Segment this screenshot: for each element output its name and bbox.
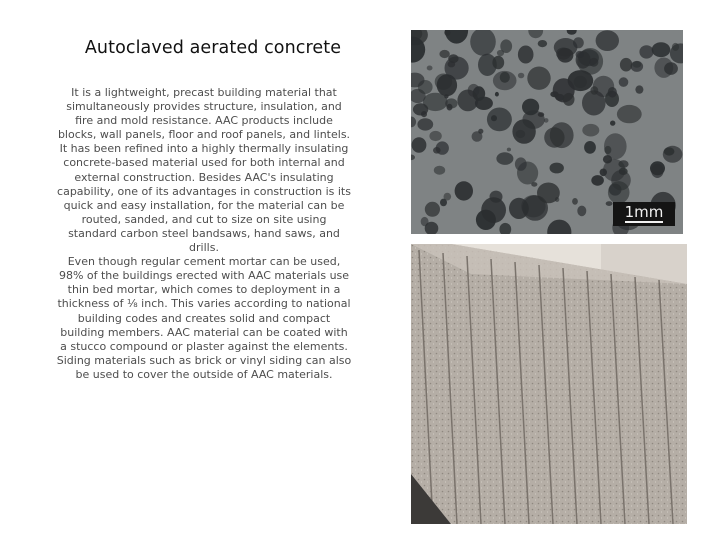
pore	[557, 48, 573, 63]
pore	[606, 201, 613, 206]
pore	[439, 50, 449, 58]
pore	[518, 46, 534, 64]
pore	[425, 202, 440, 217]
pore	[527, 67, 550, 90]
pore	[478, 129, 483, 134]
pore	[651, 164, 663, 178]
pore	[635, 85, 643, 93]
pore	[496, 152, 513, 165]
pore	[544, 118, 549, 123]
scale-bar	[625, 221, 663, 223]
pore	[610, 121, 615, 126]
pore	[537, 183, 560, 204]
pore	[611, 170, 631, 190]
pore	[412, 137, 427, 153]
pore	[445, 98, 457, 108]
pore	[518, 73, 524, 79]
pore	[550, 122, 574, 148]
pore	[584, 141, 596, 154]
pore	[538, 112, 544, 117]
paragraph-intro: It is a lightweight, precast building material that simultaneously provides structure, insulation, and fire and mold resistance. AAC products include blocks, wall panels, floor and roof panels, and lintels.	[57, 86, 351, 142]
pore	[654, 58, 673, 78]
pore	[448, 54, 458, 63]
pore	[576, 51, 584, 58]
pore	[444, 94, 448, 98]
pore	[444, 193, 452, 201]
pore	[476, 210, 496, 230]
pore	[619, 77, 629, 87]
scale-bar-label: 1mm	[613, 202, 675, 226]
pore	[664, 147, 675, 155]
pore	[590, 86, 598, 95]
blocks-drawing	[411, 244, 687, 524]
pore	[574, 76, 587, 88]
pore	[427, 66, 433, 71]
pore	[596, 30, 619, 51]
pore	[591, 175, 604, 186]
slide-title: Autoclaved aerated concrete	[84, 38, 342, 58]
pore	[631, 61, 644, 72]
pore	[522, 99, 539, 116]
pore	[572, 198, 578, 205]
pore	[417, 118, 433, 130]
pore	[516, 130, 526, 138]
pore	[423, 93, 448, 111]
pore	[497, 50, 504, 56]
pore	[492, 56, 504, 70]
paragraph-insulation: It has been refined into a highly thermally insulating concrete-based material used for both internal and external construction. Besides AAC's insulating capability, one of its advantages in construction is its quick and easy installation, for the material can be routed, sanded, and cut to size on site using standard carbon steel bandsaws, hand saws, and drills.	[57, 142, 351, 255]
pore	[509, 198, 529, 219]
pore	[577, 206, 586, 217]
paragraph-mortar: Even though regular cement mortar can be used, 98% of the buildings erected with AAC materials use thin bed mortar, which comes to deployment in a thickness of ⅛ inch. This varies according to national building codes and creates solid and compact building members. AAC material can be coated with a stucco compound or plaster against the elements. Siding materials such as brick or vinyl siding can also be used to cover the outside of AAC materials.	[56, 255, 352, 381]
pore	[639, 45, 653, 58]
pore	[507, 148, 511, 152]
pore	[563, 93, 575, 106]
pore	[455, 181, 473, 200]
pore	[429, 131, 441, 141]
aac-blocks-stack-image	[411, 244, 687, 524]
pore	[652, 42, 671, 57]
pore	[434, 166, 445, 175]
pore	[491, 115, 497, 121]
pore	[582, 124, 599, 137]
slide-body-text	[56, 86, 352, 382]
pore	[487, 108, 512, 132]
pore	[550, 163, 564, 174]
pore	[493, 71, 517, 90]
pore	[620, 58, 632, 72]
pore	[515, 157, 527, 170]
pore	[436, 141, 449, 154]
pore	[538, 40, 547, 47]
pore	[457, 90, 478, 112]
pore	[672, 43, 679, 51]
pore	[617, 105, 642, 123]
pore	[495, 92, 499, 97]
aac-micrograph-image	[411, 30, 683, 234]
pore	[573, 37, 584, 48]
